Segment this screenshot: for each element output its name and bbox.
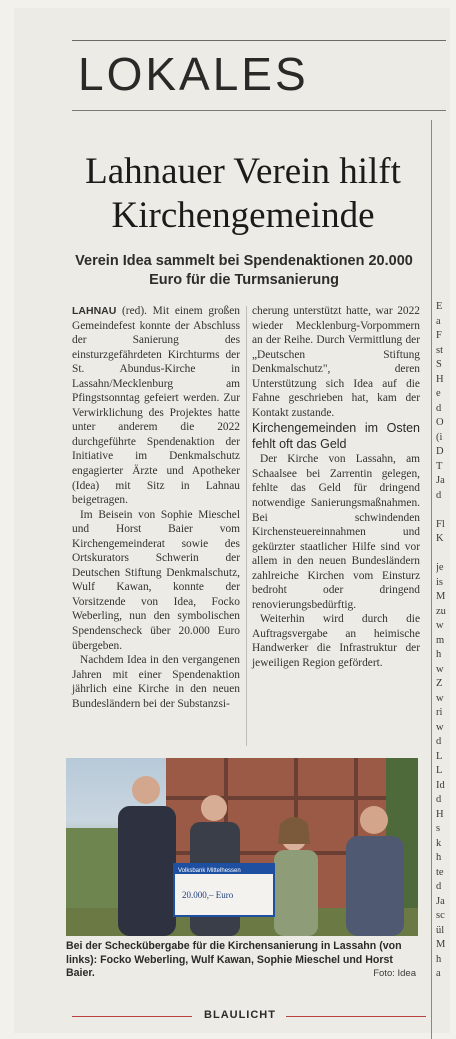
- fragment-line: d: [436, 794, 442, 805]
- fragment-line: K: [436, 533, 444, 544]
- check-bank-name: Volksbank Mittelhessen: [178, 868, 241, 874]
- fragment-line: (i: [436, 431, 443, 443]
- fragment-line: [436, 503, 456, 518]
- fragment-line: ül: [436, 924, 445, 936]
- fragment-line: h: [436, 953, 442, 965]
- paragraph-text: (red). Mit einem großen Gemeindefest konnte der Abschluss der Sanierung des einsturzgefährdeten Kirchturms der St. Abundus-Kirche in Lassahn/Mecklenburg am Pfingstsonntag gefeiert werden. Zur Verwirklichung des Projektes hatte unter anderem die 2022 durchgeführte Spendenaktion der Initiative im Denkmalschutz engagierter Ärzte und Apotheker (Idea) mit Sitz in Lahnau beigetragen.: [72, 305, 240, 507]
- fragment-line: O: [436, 417, 444, 428]
- fragment-line: h: [436, 649, 442, 660]
- fragment-line: Ja: [436, 895, 445, 907]
- fragment-line: d: [436, 881, 442, 892]
- footer-rule-right: [286, 1016, 426, 1017]
- fragment-line: Ja: [436, 475, 445, 486]
- fragment-line: w: [436, 663, 444, 675]
- fragment-line: m: [436, 634, 445, 646]
- fragment-line: is: [436, 576, 444, 588]
- article-paragraph: Weiterhin wird durch die Auftragsvergabe an heimische Handwerker die Infrastruktur der jeweiligen Region gefördert.: [252, 613, 420, 670]
- fragment-line: a: [436, 315, 441, 327]
- fragment-line: w: [436, 721, 444, 733]
- fragment-line: L: [436, 750, 443, 762]
- article-paragraph: [72, 304, 240, 508]
- fragment-line: sc: [436, 910, 445, 921]
- photo-illustration: [66, 758, 418, 936]
- fragment-line: st: [436, 344, 444, 356]
- fragment-line: a: [436, 968, 441, 979]
- fragment-line: M: [436, 591, 446, 602]
- fragment-line: S: [436, 359, 442, 370]
- section-under-rule: [72, 110, 446, 111]
- article-paragraph: Nachdem Idea in den vergangenen Jahren mit einer Spendenaktion jährlich eine Kirche in den neuen Bundesländern bei der Substanzsi-: [72, 654, 240, 710]
- article-paragraph: Der Kirche von Lassahn, am Schaalsee bei Zarrentin gelegen, fehlte das Geld für dringend notwendige Sanierungsmaßnahmen. Bei schwindenden Kirchensteuereinnahmen und gekürzter staatlicher Hilfe sind vor allem in den neuen Bundesländern zahlreiche Kirchen vom Einsturz bedroht oder dringend renovierungsbedürftig.: [252, 453, 420, 611]
- fragment-line: w: [436, 692, 444, 704]
- top-rule: [72, 40, 446, 41]
- adjacent-column-fragment: [436, 300, 456, 982]
- article-column-1: [72, 304, 240, 711]
- fragment-line: [436, 547, 456, 562]
- fragment-line: E: [436, 301, 443, 312]
- fragment-line: F: [436, 330, 442, 341]
- article-subheading: Kirchengemeinden im Osten fehlt oft das Geld: [252, 421, 420, 452]
- fragment-line: Fl: [436, 518, 445, 530]
- fragment-line: zu: [436, 605, 446, 617]
- fragment-line: s: [436, 823, 441, 834]
- fragment-line: je: [436, 562, 444, 573]
- fragment-line: Z: [436, 678, 443, 689]
- next-section-label: BLAULICHT: [204, 1009, 276, 1021]
- article-column-2: [252, 304, 420, 671]
- check-amount: 20.000,– Euro: [182, 890, 234, 900]
- fragment-line: d: [436, 736, 442, 747]
- article-photo: [66, 758, 418, 936]
- dateline: LAHNAU: [72, 305, 117, 317]
- article-headline: Lahnauer Verein hilft Kirchengemeinde: [85, 151, 401, 236]
- fragment-line: T: [436, 460, 443, 472]
- photo-credit: Foto: Idea: [373, 968, 416, 979]
- fragment-line: d: [436, 489, 442, 501]
- fragment-line: h: [436, 852, 442, 863]
- article-paragraph: Im Beisein von Sophie Mieschel und Horst Baier vom Kirchengemeinderat sowie des Ortskurators Schwerin der Deutschen Stiftung Denkmalschutz, Wulf Kawan, konnte der Vorsitzende von Idea, Focko Weberling, nun den symbolischen Spendenscheck über 20.000 Euro übergeben.: [72, 508, 240, 652]
- fragment-line: k: [436, 837, 442, 849]
- fragment-line: H: [436, 808, 444, 820]
- fragment-line: ri: [436, 707, 443, 718]
- column-divider: [431, 120, 432, 1039]
- fragment-line: H: [436, 373, 444, 385]
- fragment-line: e: [436, 388, 441, 399]
- article-subhead: Verein Idea sammelt bei Spendenaktionen 20.000 Euro für die Turmsanierung: [75, 253, 413, 288]
- fragment-line: w: [436, 620, 444, 631]
- fragment-line: L: [436, 765, 443, 776]
- fragment-line: D: [436, 446, 444, 457]
- photo-caption: Bei der Scheckübergabe für die Kirchensanierung in Lassahn (von links): Focko Weberling, Wulf Kawan, Sophie Mieschel und Horst Baier.: [66, 940, 402, 979]
- text-column-separator: [246, 306, 247, 746]
- article-paragraph: cherung unterstützt hatte, war 2022 wieder Mecklenburg-Vorpommern an der Reihe. Durch Vermittlung der „Deutschen Stiftung Denkmalschutz", deren Unterstützung sich Idea auf die Fahne geschrieben hat, kam der Kontakt zustande.: [252, 305, 420, 419]
- footer-rule-left: [72, 1016, 192, 1017]
- fragment-line: Id: [436, 779, 445, 791]
- donation-check: [174, 864, 274, 916]
- fragment-line: M: [436, 939, 446, 950]
- fragment-line: d: [436, 402, 442, 414]
- fragment-line: te: [436, 866, 444, 878]
- section-title: LOKALES: [78, 48, 309, 100]
